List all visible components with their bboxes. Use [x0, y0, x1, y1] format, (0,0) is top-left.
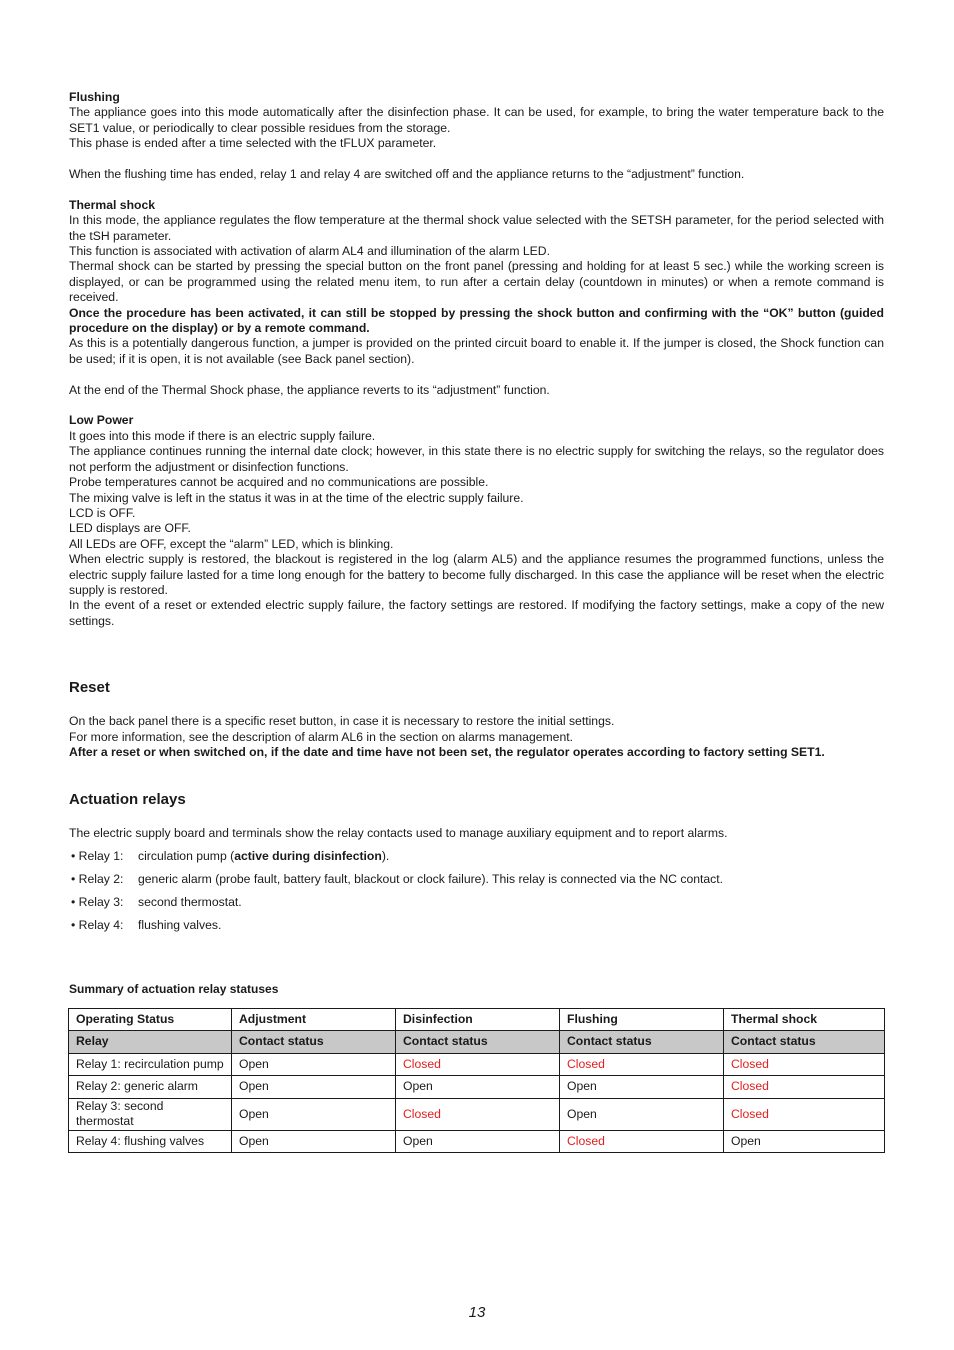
reset-paragraph-3: After a reset or when switched on, if the date and time have not been set, the regulator operates according to factory setting SET1. — [69, 744, 825, 759]
table-cell: Open — [724, 1130, 885, 1153]
low-power-heading: Low Power — [69, 413, 134, 428]
thermal-shock-paragraph-3: Thermal shock can be started by pressing the special button on the front panel (pressing and holding for at least 5 sec.) while the working screen is displayed, or can be programmed using the related menu item, to run after a certain delay (countdown in minutes) or when a remote command is received. — [69, 259, 884, 305]
table-row — [69, 1130, 885, 1153]
low-power-line: The mixing valve is left in the status it was in at the time of the electric supply failure. — [69, 490, 524, 505]
list-item — [69, 872, 884, 887]
relay-4-label: • Relay 4: — [71, 917, 124, 932]
relay-4-text: flushing valves. — [138, 917, 222, 932]
table-subheader-row — [69, 1031, 885, 1054]
thermal-shock-paragraph-5: As this is a potentially dangerous function, a jumper is provided on the printed circuit board to enable it. If the jumper is closed, the Shock function can be used; if it is open, it is not available (see Back panel section). — [69, 336, 884, 366]
table-header-row — [69, 1008, 885, 1031]
low-power-line: The appliance continues running the internal date clock; however, in this state there is no electric supply for switching the relays, so the regulator does not perform the adjustment or disinfection functions. — [69, 444, 884, 474]
relay-1-bold: active during disinfection — [234, 848, 382, 863]
reset-paragraph-1: On the back panel there is a specific reset button, in case it is necessary to restore the initial settings. — [69, 714, 615, 729]
thermal-shock-paragraph-2: This function is associated with activation of alarm AL4 and illumination of the alarm LED. — [69, 244, 550, 259]
low-power-line: It goes into this mode if there is an electric supply failure. — [69, 428, 376, 443]
flushing-paragraph-2: This phase is ended after a time selected with the tFLUX parameter. — [69, 136, 437, 151]
table-cell: Relay 2: generic alarm — [69, 1076, 232, 1099]
table-cell: Open — [232, 1130, 396, 1153]
table-cell: Relay 3: second thermostat — [69, 1098, 232, 1130]
table-cell: Closed — [724, 1076, 885, 1099]
column-header: Flushing — [560, 1008, 724, 1031]
list-item — [69, 849, 884, 864]
table-cell: Relay 4: flushing valves — [69, 1130, 232, 1153]
table-row — [69, 1053, 885, 1076]
relay-status-table — [68, 1008, 885, 1153]
low-power-line: All LEDs are OFF, except the “alarm” LED, which is blinking. — [69, 536, 394, 551]
table-cell: Relay 1: recirculation pump — [69, 1053, 232, 1076]
relay-2-text: generic alarm (probe fault, battery fault, blackout or clock failure). This relay is connected via the NC contact. — [138, 871, 724, 886]
relay-1-label: • Relay 1: — [71, 848, 124, 863]
table-row — [69, 1098, 885, 1130]
page-number: 13 — [468, 1304, 486, 1321]
flushing-paragraph-3: When the flushing time has ended, relay 1 and relay 4 are switched off and the appliance returns to the “adjustment” function. — [69, 167, 745, 182]
actuation-relays-heading: Actuation relays — [69, 791, 186, 809]
column-subheader: Contact status — [560, 1031, 724, 1054]
column-header: Adjustment — [232, 1008, 396, 1031]
table-cell: Open — [560, 1098, 724, 1130]
table-cell: Open — [232, 1098, 396, 1130]
table-cell: Open — [232, 1053, 396, 1076]
table-cell: Open — [396, 1130, 560, 1153]
low-power-line: When electric supply is restored, the blackout is registered in the log (alarm AL5) and the appliance resumes the programmed functions, unless the electric supply failure lasted for a time long enough for the battery to become fully discharged. In this case the appliance will be reset when the electric supply is restored. — [69, 552, 884, 597]
low-power-line: LCD is OFF. — [69, 505, 136, 520]
page-content — [69, 90, 884, 1153]
reset-heading: Reset — [69, 679, 110, 697]
relay-3-text: second thermostat. — [138, 894, 242, 909]
column-subheader: Contact status — [724, 1031, 885, 1054]
low-power-line: In the event of a reset or extended electric supply failure, the factory settings are restored. If modifying the factory settings, make a copy of the new settings. — [69, 598, 884, 628]
table-cell: Open — [396, 1076, 560, 1099]
table-cell: Closed — [560, 1053, 724, 1076]
relay-list — [69, 849, 884, 933]
table-cell: Closed — [396, 1053, 560, 1076]
reset-paragraph-2: For more information, see the description of alarm AL6 in the section on alarms management. — [69, 729, 574, 744]
column-subheader: Relay — [69, 1031, 232, 1054]
column-subheader: Contact status — [232, 1031, 396, 1054]
low-power-line: LED displays are OFF. — [69, 521, 191, 536]
table-cell: Closed — [724, 1098, 885, 1130]
thermal-shock-paragraph-4: Once the procedure has been activated, it can still be stopped by pressing the shock button and confirming with the “OK” button (guided procedure on the display) or by a remote command. — [69, 305, 884, 336]
list-item — [69, 918, 884, 933]
column-header: Thermal shock — [724, 1008, 885, 1031]
thermal-shock-heading: Thermal shock — [69, 197, 156, 212]
column-header: Operating Status — [69, 1008, 232, 1031]
table-row — [69, 1076, 885, 1099]
relay-1-end: ). — [381, 848, 390, 863]
table-cell: Closed — [396, 1098, 560, 1130]
relay-2-label: • Relay 2: — [71, 871, 124, 886]
table-cell: Closed — [560, 1130, 724, 1153]
thermal-shock-paragraph-1: In this mode, the appliance regulates the flow temperature at the thermal shock value selected with the SETSH parameter, for the period selected with the tSH parameter. — [69, 213, 884, 243]
relay-1-text: circulation pump ( — [138, 848, 235, 863]
list-item — [69, 895, 884, 910]
actuation-intro: The electric supply board and terminals show the relay contacts used to manage auxiliary equipment and to report alarms. — [69, 826, 728, 841]
table-cell: Open — [560, 1076, 724, 1099]
table-cell: Closed — [724, 1053, 885, 1076]
table-cell: Open — [232, 1076, 396, 1099]
low-power-line: Probe temperatures cannot be acquired and no communications are possible. — [69, 475, 489, 490]
column-header: Disinfection — [396, 1008, 560, 1031]
flushing-paragraph-1: The appliance goes into this mode automatically after the disinfection phase. It can be used, for example, to bring the water temperature back to the SET1 value, or periodically to clear possible residues from the storage. — [69, 105, 884, 135]
summary-table-title: Summary of actuation relay statuses — [69, 982, 279, 997]
flushing-heading: Flushing — [69, 90, 120, 104]
relay-3-label: • Relay 3: — [71, 894, 124, 909]
column-subheader: Contact status — [396, 1031, 560, 1054]
thermal-shock-paragraph-6: At the end of the Thermal Shock phase, the appliance reverts to its “adjustment” function. — [69, 382, 550, 397]
